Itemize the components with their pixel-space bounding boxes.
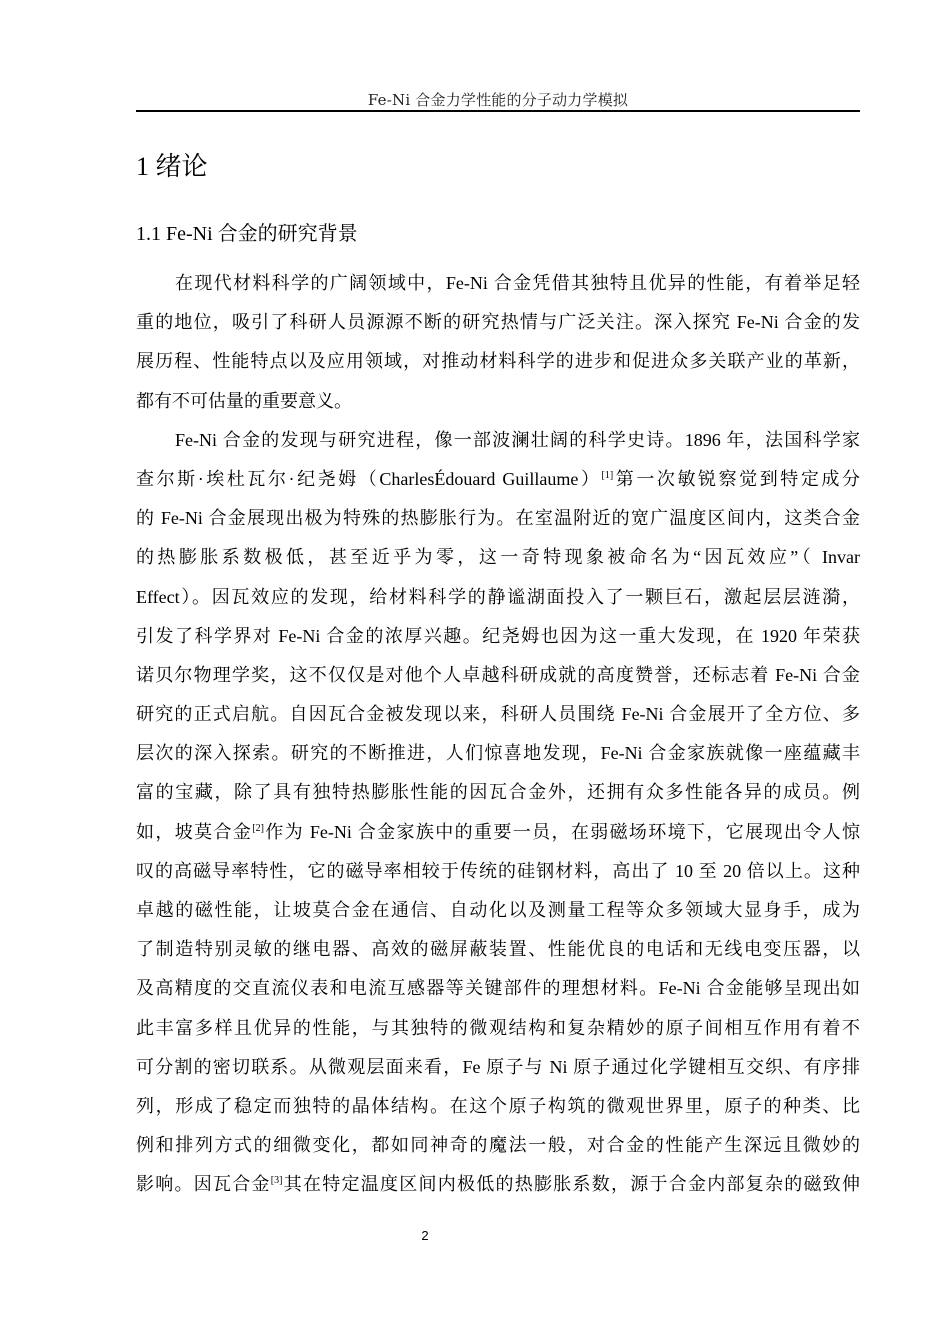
text-run: 的热膨胀系数极低，甚至近乎为零，这一奇特现象被命名为“因瓦效应”（ Invar <box>136 547 860 568</box>
page-number: 2 <box>421 1228 429 1243</box>
paragraph-line <box>136 582 860 621</box>
paragraph-line <box>136 1091 860 1130</box>
paragraph-line <box>136 973 860 1012</box>
paragraph-line <box>136 777 860 816</box>
paragraph-line <box>136 1169 860 1208</box>
header-rule <box>136 110 860 112</box>
text-run: Fe-Ni 合金的发现与研究进程，像一部波澜壮阔的科学史诗。1896 年，法国科学家 <box>175 429 860 450</box>
text-run: 重的地位，吸引了科研人员源源不断的研究热情与广泛关注。深入探究 Fe-Ni 合金的发 <box>136 312 860 333</box>
paragraph-line <box>136 699 860 738</box>
paragraph-line <box>136 307 860 346</box>
text-run: 列，形成了稳定而独特的晶体结构。在这个原子构筑的微观世界里，原子的种类、比 <box>136 1095 860 1116</box>
paragraph-line <box>136 268 860 307</box>
paragraph-line <box>136 1013 860 1052</box>
text-run: Effect）。因瓦效应的发现，给材料科学的静谧湖面投入了一颗巨石，激起层层涟漪， <box>136 586 860 607</box>
text-run: 影响。因瓦合金 <box>136 1174 271 1195</box>
text-run: 富的宝藏，除了具有独特热膨胀性能的因瓦合金外，还拥有众多性能各异的成员。例 <box>136 782 860 803</box>
running-header: Fe-Ni 合金力学性能的分子动力学模拟 <box>367 91 629 109</box>
paragraph-line <box>136 856 860 895</box>
text-run: 叹的高磁导率特性，它的磁导率相较于传统的硅钢材料，高出了 10 至 20 倍以上。这种 <box>136 860 860 881</box>
paragraph-line <box>136 1052 860 1091</box>
text-run: 的 Fe-Ni 合金展现出极为特殊的热膨胀行为。在室温附近的宽广温度区间内，这类合金 <box>136 508 860 529</box>
text-run: 其在特定温度区间内极低的热膨胀系数，源于合金内部复杂的磁致伸 <box>282 1174 860 1195</box>
paragraph-line <box>136 738 860 777</box>
paragraph-line <box>136 425 860 464</box>
paragraph-line <box>136 346 860 385</box>
text-run: 例和排列方式的细微变化，都如同神奇的魔法一般，对合金的性能产生深远且微妙的 <box>136 1135 860 1156</box>
text-run: 及高精度的交直流仪表和电流互感器等关键部件的理想材料。Fe-Ni 合金能够呈现出如 <box>136 978 860 999</box>
text-run: 在现代材料科学的广阔领域中，Fe-Ni 合金凭借其独特且优异的性能，有着举足轻 <box>175 273 860 293</box>
text-run: 第一次敏锐察觉到特定成分 <box>613 468 860 489</box>
text-run: 都有不可估量的重要意义。 <box>136 390 352 411</box>
paragraph-line <box>136 660 860 699</box>
paragraph-line <box>136 464 860 503</box>
text-run: 查尔斯·埃杜瓦尔·纪尧姆（CharlesÉdouard Guillaume） <box>136 468 602 489</box>
paragraph-line <box>136 817 860 856</box>
body-text <box>136 268 860 1209</box>
text-run: 此丰富多样且优异的性能，与其独特的微观结构和复杂精妙的原子间相互作用有着不 <box>136 1017 860 1038</box>
section-heading: 1.1 Fe-Ni 合金的研究背景 <box>136 223 358 245</box>
text-run: 诺贝尔物理学奖，这不仅仅是对他个人卓越科研成就的高度赞誉，还标志着 Fe-Ni 合金 <box>136 664 860 685</box>
citation-reference: [3] <box>270 1175 283 1187</box>
text-run: 可分割的密切联系。从微观层面来看，Fe 原子与 Ni 原子通过化学键相互交织、有序排 <box>136 1056 860 1077</box>
paragraph-line <box>136 621 860 660</box>
text-run: 卓越的磁性能，让坡莫合金在通信、自动化以及测量工程等众多领域大显身手，成为 <box>136 900 860 920</box>
paragraph-line <box>136 503 860 542</box>
citation-reference: [1] <box>601 469 614 481</box>
paragraph-line <box>136 895 860 934</box>
chapter-heading: 1 绪论 <box>136 152 208 181</box>
paragraph-line <box>136 542 860 581</box>
text-run: 作为 Fe-Ni 合金家族中的重要一员，在弱磁场环境下，它展现出令人惊 <box>263 821 861 842</box>
citation-reference: [2] <box>252 822 264 834</box>
text-run: 研究的正式启航。自因瓦合金被发现以来，科研人员围绕 Fe-Ni 合金展开了全方位、多 <box>136 704 860 725</box>
text-run: 层次的深入探索。研究的不断推进，人们惊喜地发现，Fe-Ni 合金家族就像一座蕴藏丰 <box>136 743 860 764</box>
text-run: 如，坡莫合金 <box>136 821 253 842</box>
paragraph-line <box>136 1130 860 1169</box>
text-run: 了制造特别灵敏的继电器、高效的磁屏蔽装置、性能优良的电话和无线电变压器，以 <box>136 939 860 960</box>
paragraph-line <box>136 934 860 973</box>
paragraph-line <box>136 386 860 425</box>
text-run: 引发了科学界对 Fe-Ni 合金的浓厚兴趣。纪尧姆也因为这一重大发现，在 1920 年荣获 <box>136 625 860 646</box>
text-run: 展历程、性能特点以及应用领域，对推动材料科学的进步和促进众多关联产业的革新， <box>136 351 860 372</box>
